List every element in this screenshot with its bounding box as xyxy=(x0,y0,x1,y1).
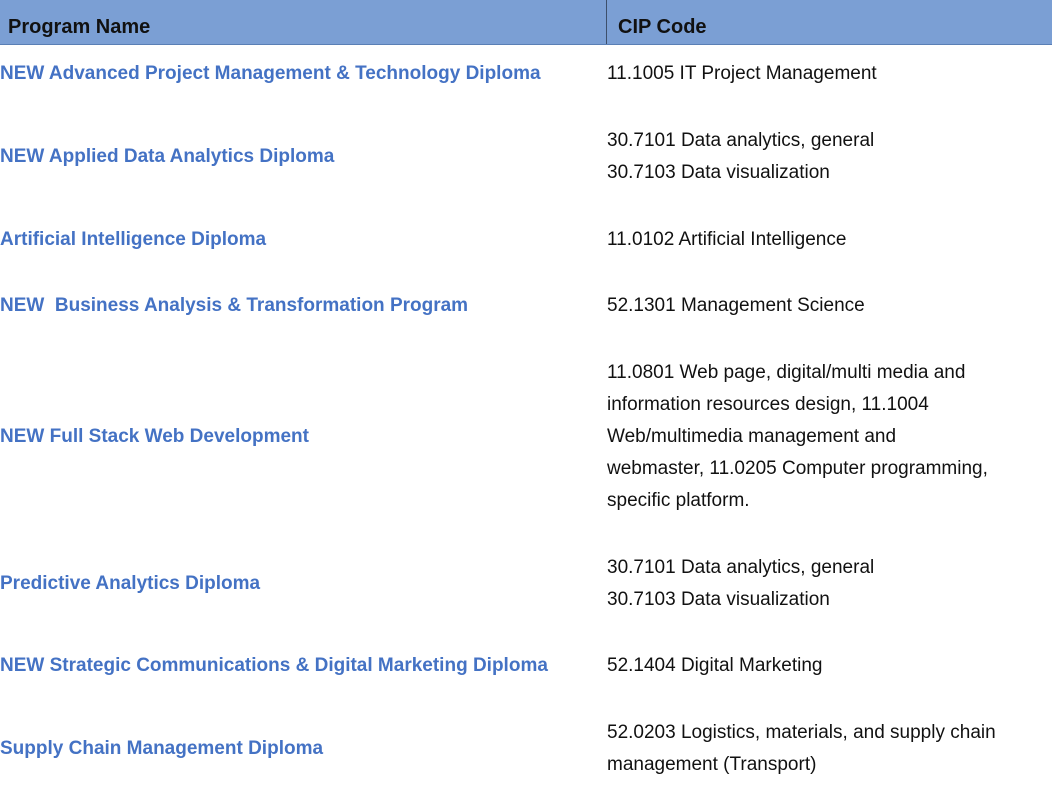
cip-code-line: 30.7103 Data visualization xyxy=(607,589,830,610)
cip-code-line: 11.0801 Web page, digital/multi media and xyxy=(607,362,966,383)
program-link[interactable]: NEW Strategic Communications & Digital Marketing Diploma xyxy=(0,655,548,676)
cip-code-cell xyxy=(607,552,1047,616)
cip-code-cell xyxy=(607,357,1047,517)
table-row xyxy=(0,224,1052,256)
table-row xyxy=(0,357,1052,517)
program-link[interactable]: NEW Applied Data Analytics Diploma xyxy=(0,146,335,167)
table-header xyxy=(0,0,1052,45)
cip-code-line: 11.0102 Artificial Intelligence xyxy=(607,229,847,250)
cip-code-line: specific platform. xyxy=(607,490,750,511)
cip-code-line: 52.0203 Logistics, materials, and supply chain xyxy=(607,722,996,743)
column-divider xyxy=(606,0,607,44)
program-link[interactable]: Artificial Intelligence Diploma xyxy=(0,229,267,250)
table-row xyxy=(0,650,1052,682)
cip-code-cell xyxy=(607,58,1047,90)
cip-code-cell xyxy=(607,717,1047,781)
cip-code-cell xyxy=(607,125,1047,189)
cip-code-line: 30.7103 Data visualization xyxy=(607,162,830,183)
program-link[interactable]: Supply Chain Management Diploma xyxy=(0,738,324,759)
cip-code-cell xyxy=(607,224,1047,256)
cip-code-line: Web/multimedia management and xyxy=(607,426,897,447)
program-link[interactable]: NEW Full Stack Web Development xyxy=(0,426,309,447)
cip-code-line: management (Transport) xyxy=(607,754,817,775)
program-link[interactable]: NEW Advanced Project Management & Technology Diploma xyxy=(0,63,541,84)
table-row xyxy=(0,125,1052,189)
table-row xyxy=(0,58,1052,90)
table-row xyxy=(0,290,1052,322)
column-header-program-name: Program Name xyxy=(8,16,151,38)
cip-code-line: 30.7101 Data analytics, general xyxy=(607,130,875,151)
cip-code-cell xyxy=(607,290,1047,322)
program-link[interactable]: NEW Business Analysis & Transformation Program xyxy=(0,295,469,316)
program-link[interactable]: Predictive Analytics Diploma xyxy=(0,573,261,594)
cip-code-line: 52.1404 Digital Marketing xyxy=(607,655,823,676)
table-row xyxy=(0,717,1052,781)
cip-code-line: webmaster, 11.0205 Computer programming, xyxy=(607,458,988,479)
column-header-cip-code: CIP Code xyxy=(618,16,707,38)
table-row xyxy=(0,552,1052,616)
cip-code-line: 11.1005 IT Project Management xyxy=(607,63,877,84)
cip-code-line: 52.1301 Management Science xyxy=(607,295,865,316)
cip-code-cell xyxy=(607,650,1047,682)
cip-code-line: information resources design, 11.1004 xyxy=(607,394,929,415)
cip-code-line: 30.7101 Data analytics, general xyxy=(607,557,875,578)
